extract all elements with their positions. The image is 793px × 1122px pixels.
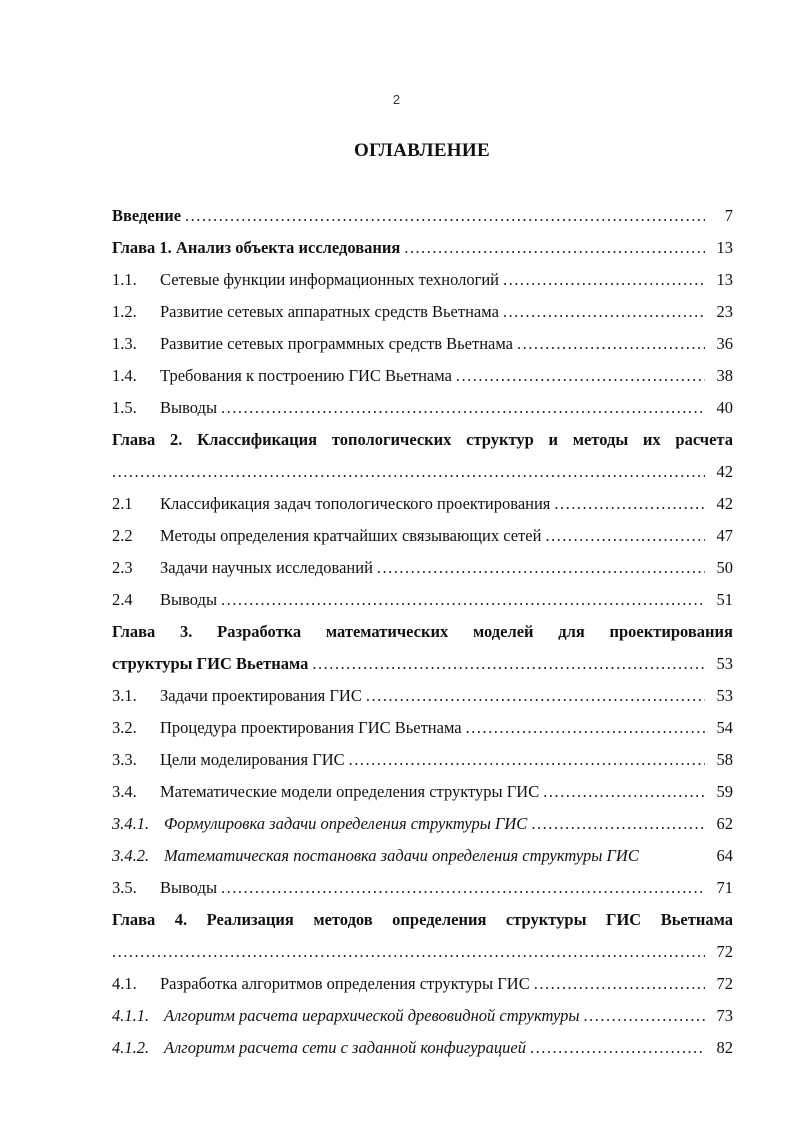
toc-section-number: 1.3.: [112, 334, 137, 353]
leader-dots: [543, 776, 705, 808]
leader-dots: [221, 584, 705, 616]
toc-section-number: 3.2.: [112, 718, 137, 737]
leader-dots: [466, 712, 705, 744]
toc-page-number: 7: [724, 206, 733, 225]
toc-page-number: 53: [716, 686, 733, 705]
toc-page-number: 71: [716, 878, 733, 897]
toc-title: ОГЛАВЛЕНИЕ: [354, 140, 490, 161]
leader-dots: [112, 456, 705, 488]
toc-entry: [112, 840, 733, 872]
toc-section-number: 1.2.: [112, 302, 137, 321]
toc-entry: [112, 648, 733, 680]
toc-entry: [112, 1000, 733, 1032]
toc-entry-label: Алгоритм расчета сети с заданной конфигурацией: [164, 1038, 526, 1057]
toc-entry-label: Выводы: [160, 590, 218, 609]
leader-dots: [530, 1032, 705, 1064]
toc-entry-label: Выводы: [160, 398, 218, 417]
toc-entry-label: Процедура проектирования ГИС Вьетнама: [160, 718, 462, 737]
leader-dots: [366, 680, 705, 712]
leader-dots: [312, 648, 705, 680]
toc-page-number: 59: [716, 782, 733, 801]
toc-entry: [112, 968, 733, 1000]
toc-section-number: 3.4.1.: [112, 814, 150, 833]
leader-dots: [503, 296, 705, 328]
toc-entry-label: Введение: [112, 206, 182, 225]
toc-section-number: 1.4.: [112, 366, 137, 385]
toc-entry: [112, 488, 733, 520]
toc-section-number: 3.1.: [112, 686, 137, 705]
toc-entry-label: Математическая постановка задачи определения структуры ГИС: [164, 846, 639, 865]
toc-entry-label: Алгоритм расчета иерархической древовидной структуры: [164, 1006, 580, 1025]
toc-entry-label: Математические модели определения структуры ГИС: [160, 782, 540, 801]
toc-page-number: 42: [716, 462, 733, 481]
toc-page-number: 51: [716, 590, 733, 609]
toc-entry: [112, 584, 733, 616]
toc-entry-label: Разработка алгоритмов определения структуры ГИС: [160, 974, 530, 993]
toc-page-number: 72: [716, 974, 733, 993]
toc-entry: [112, 744, 733, 776]
toc-page-number: 64: [716, 846, 733, 865]
toc-section-number: 4.1.2.: [112, 1038, 150, 1057]
toc-entry: [112, 520, 733, 552]
toc-section-number: 2.3: [112, 558, 133, 577]
toc-section-number: 2.4: [112, 590, 133, 609]
toc-page-number: 50: [716, 558, 733, 577]
toc-page-number: 53: [716, 654, 733, 673]
toc-entry: [112, 296, 733, 328]
toc-page-number: 13: [716, 238, 733, 257]
toc-section-number: 3.5.: [112, 878, 137, 897]
toc-entry: [112, 264, 733, 296]
leader-dots: [221, 392, 705, 424]
toc-page-number: 36: [716, 334, 733, 353]
toc-page-number: 42: [716, 494, 733, 513]
toc-entry: [112, 712, 733, 744]
toc-entry: [112, 872, 733, 904]
toc-entry-label: Задачи научных исследований: [160, 558, 373, 577]
toc-entry-label: Развитие сетевых аппаратных средств Вьетнама: [160, 302, 499, 321]
toc-entry-label: Цели моделирования ГИС: [160, 750, 345, 769]
toc-page-number: 82: [716, 1038, 733, 1057]
toc-page-number: 73: [716, 1006, 733, 1025]
toc-entry-label: Требования к построению ГИС Вьетнама: [160, 366, 452, 385]
toc-section-number: 3.4.: [112, 782, 137, 801]
toc-chapter-heading-cont: структуры ГИС Вьетнама: [112, 654, 309, 673]
toc-section-number: 3.3.: [112, 750, 137, 769]
leader-dots: [456, 360, 705, 392]
toc-entry: [112, 232, 733, 264]
toc-page-number: 62: [716, 814, 733, 833]
toc-section-number: 1.5.: [112, 398, 137, 417]
toc-section-number: 1.1.: [112, 270, 137, 289]
toc-entry-label: Сетевые функции информационных технологий: [160, 270, 500, 289]
toc-entry-label: Глава 1. Анализ объекта исследования: [112, 238, 401, 257]
toc-entry: [112, 360, 733, 392]
toc-entry-label: Методы определения кратчайших связывающих сетей: [160, 526, 542, 545]
leader-dots: [554, 488, 705, 520]
toc-entry: [112, 776, 733, 808]
toc-page-number: 40: [716, 398, 733, 417]
leader-dots: [531, 808, 705, 840]
toc-section-number: 2.2: [112, 526, 133, 545]
toc-section-number: 2.1: [112, 494, 133, 513]
toc-entry: [112, 936, 733, 968]
leader-dots: [377, 552, 705, 584]
toc-entry-label: Выводы: [160, 878, 218, 897]
leader-dots: [517, 328, 705, 360]
toc-entry: [112, 200, 733, 232]
leader-dots: [545, 520, 705, 552]
toc-page-number: 47: [716, 526, 733, 545]
leader-dots: [534, 968, 705, 1000]
toc-section-number: 3.4.2.: [112, 846, 150, 865]
toc-entry: [112, 1032, 733, 1064]
leader-dots: [404, 232, 705, 264]
leader-dots: [584, 1000, 705, 1032]
toc-page-number: 13: [716, 270, 733, 289]
leader-dots: [503, 264, 705, 296]
toc-entry-label: Задачи проектирования ГИС: [160, 686, 362, 705]
toc-page-number: 23: [716, 302, 733, 321]
toc-chapter-heading: Глава 4. Реализация методов определения структуры ГИС Вьетнама: [112, 910, 733, 929]
page-number: 2: [392, 92, 401, 107]
toc-section-number: 4.1.: [112, 974, 137, 993]
toc-entry: [112, 456, 733, 488]
toc-chapter-heading: Глава 2. Классификация топологических структур и методы их расчета: [112, 430, 733, 449]
toc-entry: [112, 552, 733, 584]
toc-entry-label: Классификация задач топологического проектирования: [160, 494, 551, 513]
leader-dots: [185, 200, 705, 232]
toc-entry-label: Развитие сетевых программных средств Вьетнама: [160, 334, 514, 353]
toc-entry: [112, 680, 733, 712]
toc-page-number: 72: [716, 942, 733, 961]
leader-dots: [221, 872, 705, 904]
toc-entry: [112, 392, 733, 424]
toc-chapter-heading: Глава 3. Разработка математических моделей для проектирования: [112, 622, 733, 641]
leader-dots: [349, 744, 705, 776]
table-of-contents: [112, 200, 733, 1064]
toc-page-number: 58: [716, 750, 733, 769]
toc-page-number: 38: [716, 366, 733, 385]
toc-entry: [112, 808, 733, 840]
leader-dots: [112, 936, 705, 968]
toc-section-number: 4.1.1.: [112, 1006, 150, 1025]
toc-page-number: 54: [716, 718, 733, 737]
toc-entry-label: Формулировка задачи определения структуры ГИС: [164, 814, 528, 833]
toc-entry: [112, 328, 733, 360]
